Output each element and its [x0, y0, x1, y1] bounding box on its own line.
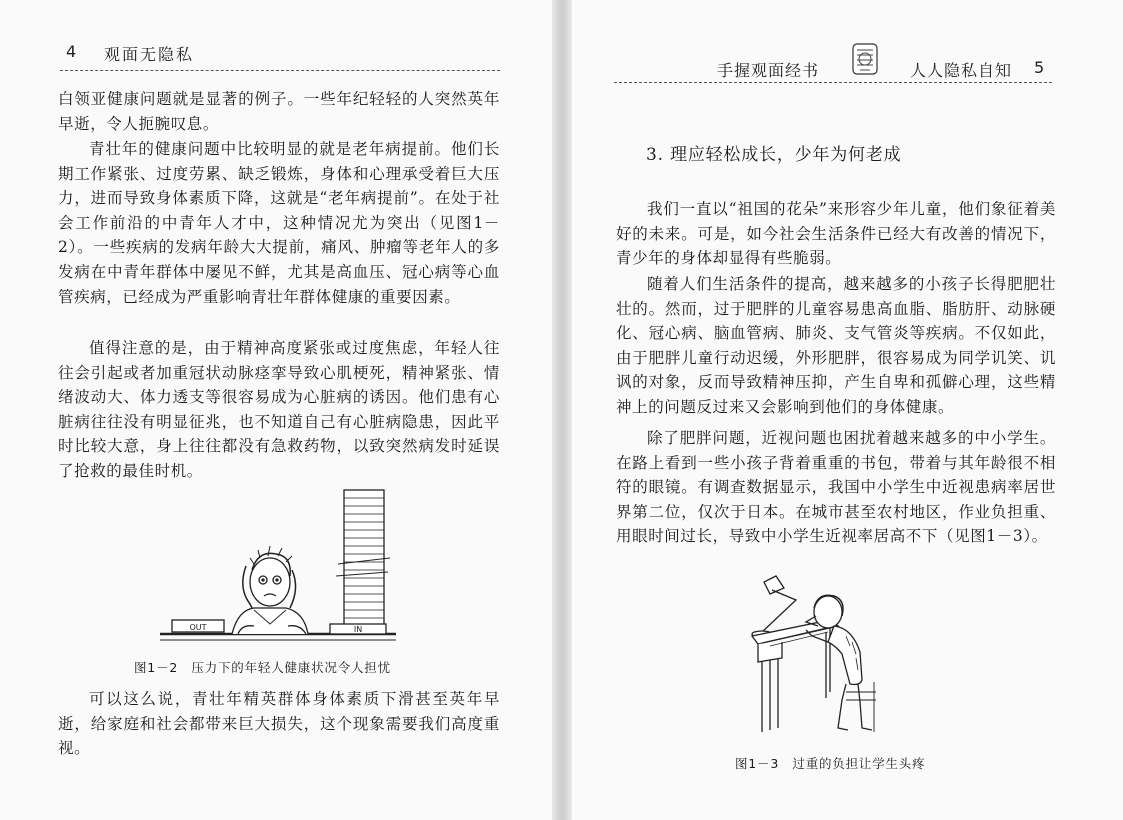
paragraph: 随着人们生活条件的提高，越来越多的小孩子长得肥肥壮壮的。然而，过于肥胖的儿童容易患高血脂、脂肪肝、动脉硬化、冠心病、脑血管病、肺炎、支气管炎等疾病。不仅如此，由于肥胖儿童行动迟缓，外形肥胖，很容易成为同学讥笑、讥讽的对象，反而导致精神压抑，产生自卑和孤僻心理，这些精神上的问题反过来又会影响到他们的身体健康。: [616, 275, 1056, 416]
stressed-worker-illustration: [158, 484, 398, 644]
student-desk-illustration: [742, 572, 922, 742]
paragraph: 青壮年的健康问题中比较明显的就是老年病提前。他们长期工作紧张、过度劳累、缺乏锻炼，身体和心理承受着巨大压力，进而导致身体素质下降，这就是“老年病提前”。在处于社会工作前沿的中青年人才中，这种情况尤为突出（见图1－2）。一些疾病的发病年龄大大提前，痛风、肿瘤等老年人的多发病在中青年群体中屡见不鲜，尤其是高血压、冠心病等心血管疾病，已经成为严重影响青壮年群体健康的重要因素。: [58, 140, 500, 306]
student: [806, 595, 876, 732]
paragraph: 可以这么说，青壮年精英群体身体素质下滑甚至英年早逝，给家庭和社会都带来巨大损失，这个现象需要我们高度重视。: [58, 690, 500, 758]
page-number: 5: [1034, 58, 1045, 77]
figure-caption: 图1－2 压力下的年轻人健康状况令人担忧: [134, 660, 391, 675]
section-heading: 3. 理应轻松成长，少年为何老成: [646, 145, 902, 165]
tray-in-label: IN: [353, 625, 363, 634]
paper-stack: [336, 490, 390, 634]
book-title: 手握观面经书: [717, 61, 820, 80]
paragraph: 白领亚健康问题就是显著的例子。一些年纪轻轻的人突然英年早逝，令人扼腕叹息。: [58, 90, 500, 133]
running-title: 观面无隐私: [104, 45, 195, 64]
paragraph: 除了肥胖问题，近视问题也困扰着越来越多的中小学生。在路上看到一些小孩子背着重重的书包，带着与其年龄很不相符的眼镜。有调查数据显示，我国中小学生中近视患病率居世界第二位，仅次于日本。在城市甚至农村地区，作业负担重、用眼时间过长，导致中小学生近视率居高不下（见图1－3）。: [616, 429, 1056, 546]
stressed-man: [232, 546, 308, 634]
book-gutter: [552, 0, 572, 820]
tray-out-label: OUT: [189, 623, 207, 632]
header-rule: [60, 70, 500, 71]
figure-caption: 图1－3 过重的负担让学生头疼: [735, 756, 926, 771]
header-rule: [614, 82, 1052, 83]
emblem-icon: [850, 42, 880, 76]
left-page: [0, 0, 552, 820]
running-title: 人人隐私自知: [910, 61, 1013, 80]
paragraph: 我们一直以“祖国的花朵”来形容少年儿童，他们象征着美好的未来。可是，如今社会生活条件已经大有改善的情况下，青少年的身体却显得有些脆弱。: [616, 200, 1056, 268]
right-page: [572, 0, 1123, 820]
page-number: 4: [66, 42, 77, 61]
paragraph: 值得注意的是，由于精神高度紧张或过度焦虑，年轻人往往会引起或者加重冠状动脉痉挛导致心肌梗死，精神紧张、情绪波动大、体力透支等很容易成为心脏病的诱因。他们患有心脏病往往没有明显征兆，也不知道自己有心脏病隐患，因此平时比较大意，身上往往都没有急救药物，以致突然病发时延误了抢救的最佳时机。: [58, 339, 500, 480]
